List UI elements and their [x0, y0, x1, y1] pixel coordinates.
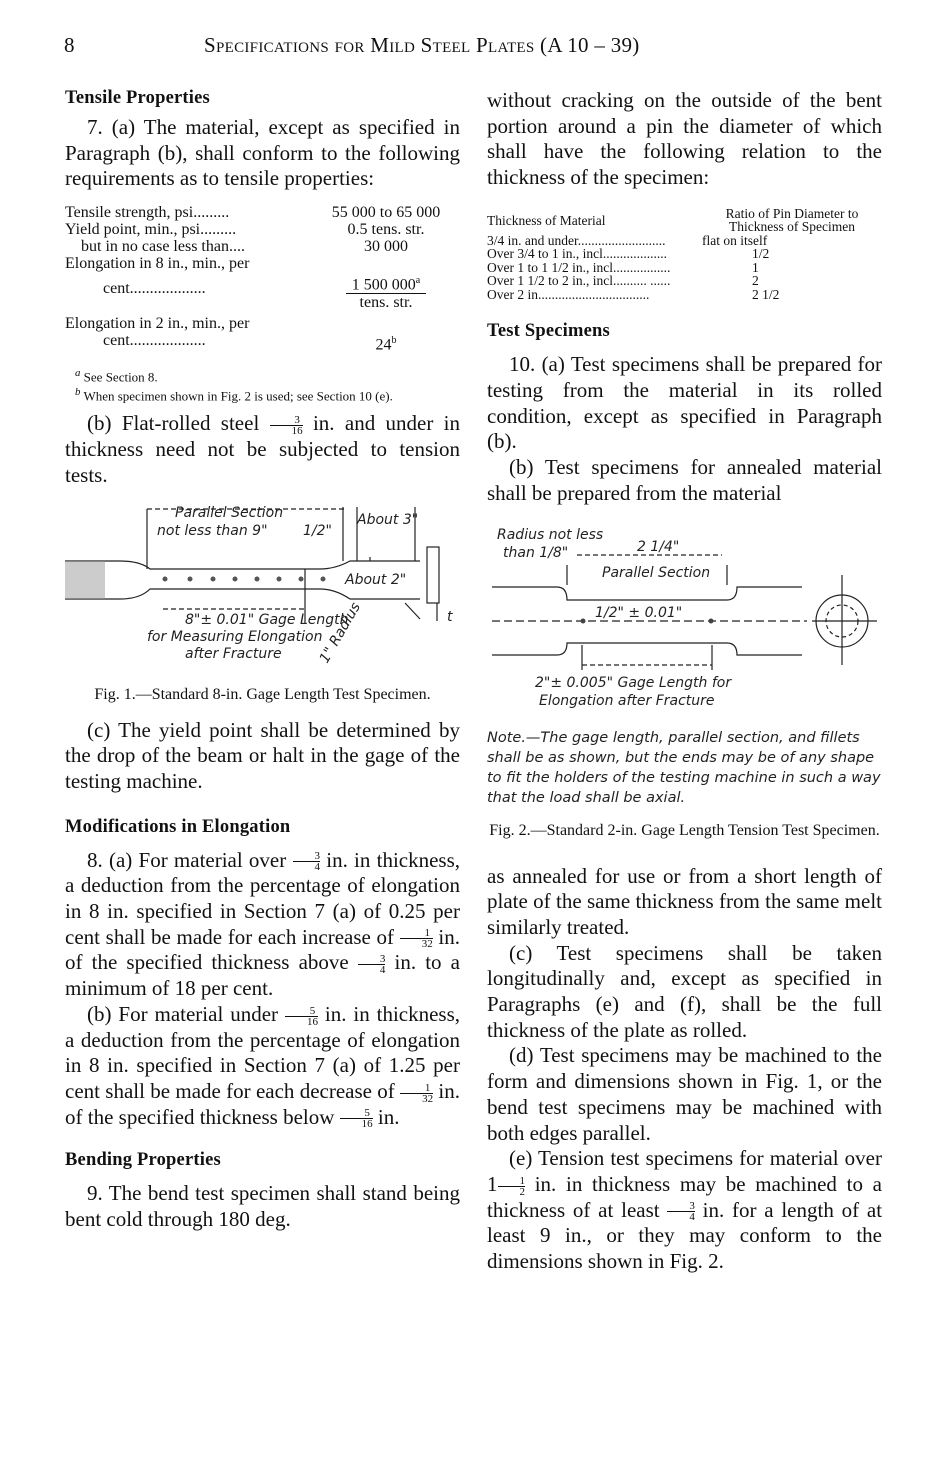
- fig2-label-gage2: Elongation after Fracture: [539, 692, 715, 709]
- fig1-label-parallel: Parallel Section: [175, 504, 284, 521]
- para-10d: (d) Test specimens may be machined to the form and dimensions shown in Fig. 1, or the bend test specimens may be machined with both edges parallel.: [487, 1043, 882, 1145]
- ratio-denominator: tens. str.: [359, 294, 413, 312]
- footnotes: [65, 366, 460, 404]
- table-row: Elongation in 2 in., min., per: [65, 315, 250, 333]
- figure-1-caption: Fig. 1.—Standard 8-in. Gage Length Test Specimen.: [94, 685, 431, 703]
- bend-col-ratio: Ratio of Pin Diameter to Thickness of Specimen: [725, 205, 859, 235]
- para-9: 9. The bend test specimen shall stand being bent cold through 180 deg.: [65, 1181, 460, 1232]
- table-row: Elongation in 8 in., min., per: [65, 255, 250, 273]
- tensile-table: [65, 204, 460, 354]
- fig1-label-notless: not less than 9": [157, 522, 268, 539]
- fig1-label-gage2: for Measuring Elongation: [147, 628, 323, 645]
- para-7c: (c) The yield point shall be determined by the drop of the beam or halt in the gage of the testing machine.: [65, 717, 460, 793]
- para-10e: (e) Tension test specimens for material over 1 $\frac{1}{2}$ in. in thickness may be machined to a thickness of at least $\frac{3}{4}$ in. for a length of at least 9 in., or they may conform to the dimensions shown in Fig. 2.: [487, 1146, 883, 1274]
- fig1-label-t: t: [447, 608, 453, 625]
- fig2-label-parallel: Parallel Section: [602, 564, 711, 581]
- fig1-label-radius: 1" Radius: [316, 599, 364, 666]
- para-7b: (b) Flat-rolled steel $\frac{3}{16}$ in. and under in thickness need not be subjected to tension tests.: [65, 411, 461, 487]
- table-row: 3/4 in. and under.......................... flat on itself: [487, 232, 768, 248]
- heading-specimens: Test Specimens: [487, 321, 610, 342]
- heading-modifications: Modifications in Elongation: [65, 816, 291, 837]
- page-number: 8: [64, 33, 75, 57]
- bend-table: [487, 207, 882, 302]
- para-10b: (b) Test specimens for annealed material shall be prepared from the material: [487, 455, 882, 505]
- ratio-numerator: 1 500 000$^a$: [346, 272, 426, 294]
- footnote-b: $^b$ When specimen shown in Fig. 2 is used; see Section 10 (e).: [75, 385, 393, 403]
- table-row: cent................... 1 500 000$^a$ tens. str.: [65, 272, 460, 311]
- fig1-label-about2: About 2": [345, 571, 407, 588]
- right-column: [487, 88, 882, 1275]
- table-row: Over 1 to 1 1/2 in., incl................. 1: [487, 259, 759, 275]
- figure-2-note: Note.—The gage length, parallel section, and fillets shall be as shown, but the ends may be of any shape to fit the holders of the testing machine in such a way that the load shall be axial.: [487, 729, 881, 806]
- running-header: [64, 33, 884, 63]
- fig2-label-radius1: Radius not less: [497, 526, 604, 543]
- footnote-a: $^a$ See Section 8.: [75, 366, 158, 385]
- table-row: Tensile strength, psi......... 55 000 to 65 000: [65, 204, 441, 222]
- para-7a: 7. (a) The material, except as specified in Paragraph (b), shall conform to the following requirements as to tensile properties:: [65, 115, 460, 191]
- fig2-label-half: 1/2" ± 0.01": [595, 604, 683, 621]
- page-title: Specifications for Mild Steel Plates (A 10 – 39): [204, 33, 640, 57]
- fig2-label-radius2: than 1/8": [503, 544, 569, 561]
- para-10c: (c) Test specimens shall be taken longitudinally and, except as specified in Paragraphs (e) and (f), shall be the full thickness of the plate as rolled.: [487, 940, 882, 1042]
- para-8b: (b) For material under $\frac{5}{16}$ in. in thickness, a deduction from the percentage of elongation in 8 in. specified in Section 7 (a) of 1.25 per cent shall be made for each decrease of $\frac{1}{32}$ in. of the specified thickness below $\frac{5}{16}$ in.: [65, 1001, 461, 1131]
- left-column: [65, 88, 460, 1233]
- fig1-label-about3: About 3": [357, 511, 419, 528]
- figure-2-caption: Fig. 2.—Standard 2-in. Gage Length Tension Test Specimen.: [489, 821, 880, 839]
- para-10b-continued: as annealed for use or from a short length of plate of the same thickness from the same melt similarly treated.: [487, 863, 882, 939]
- heading-bending: Bending Properties: [65, 1150, 221, 1171]
- table-row: Over 2 in................................. 2 1/2: [487, 286, 780, 302]
- table-row: but in no case less than.... 30 000: [81, 238, 408, 256]
- table-row: Over 1 1/2 to 2 in., incl.......... ...... 2: [487, 273, 759, 289]
- table-row: cent................... 24$^b$: [103, 332, 397, 354]
- figure-1-specimen: [65, 499, 460, 684]
- table-row: Over 3/4 to 1 in., incl................... 1/2: [487, 246, 770, 262]
- table-row: Yield point, min., psi......... 0.5 tens. str.: [65, 221, 425, 239]
- figure-2-specimen: [487, 525, 882, 710]
- fig2-label-2q: 2 1/4": [637, 538, 680, 555]
- bend-col-thickness: Thickness of Material: [487, 212, 606, 228]
- para-10a: 10. (a) Test specimens shall be prepared for testing from the material in its rolled condition, except as specified in Paragraph (b).: [487, 352, 882, 454]
- heading-tensile: Tensile Properties: [65, 88, 210, 108]
- fig1-label-half: 1/2": [303, 522, 332, 539]
- fig2-label-gage1: 2"± 0.005" Gage Length for: [535, 674, 732, 691]
- fig1-label-gage3: after Fracture: [185, 645, 282, 662]
- para-8a: 8. (a) For material over $\frac{3}{4}$ in. in thickness, a deduction from the percentage of elongation in 8 in. specified in Section 7 (a) of 0.25 per cent shall be made for each increase of $\frac{1}{32}$ in. of the specified thickness above $\frac{3}{4}$ in. to a minimum of 18 per cent.: [65, 847, 461, 1001]
- table-header-row: [487, 207, 882, 234]
- para-9-continued: without cracking on the outside of the bent portion around a pin the diameter of which shall have the following relation to the thickness of the specimen:: [487, 88, 882, 190]
- fig1-label-gage1: 8"± 0.01" Gage Length: [185, 611, 349, 628]
